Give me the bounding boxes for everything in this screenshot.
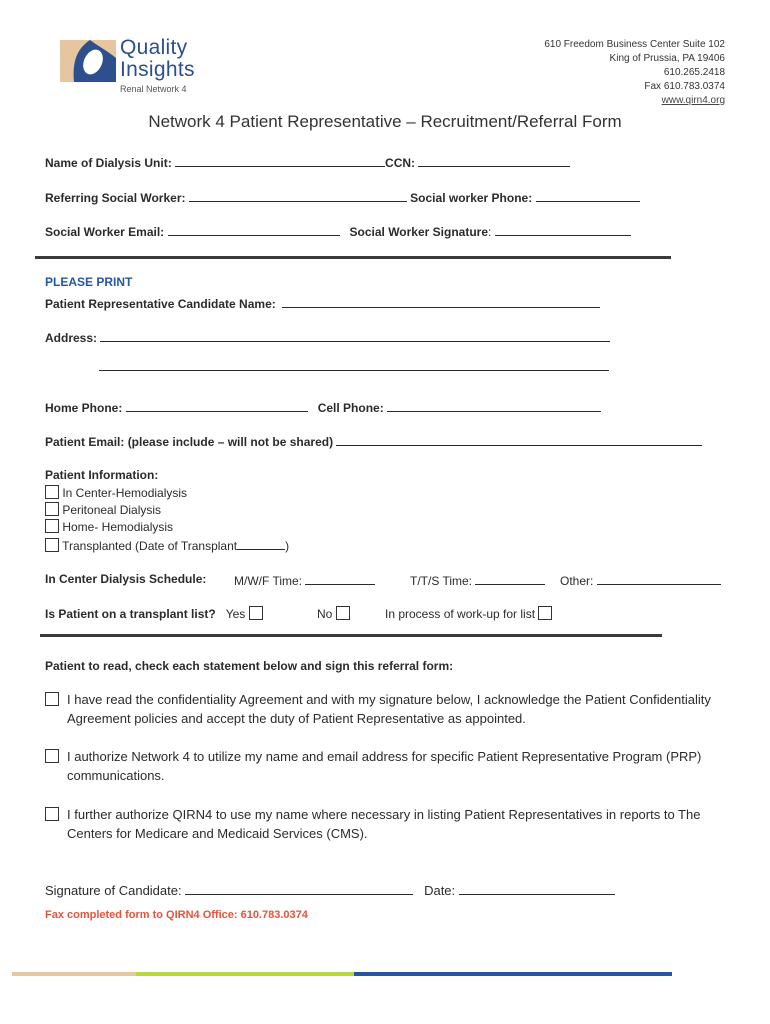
candidate-name-row <box>45 295 600 311</box>
signature-row <box>45 882 615 898</box>
address-line-1: 610 Freedom Business Center Suite 102 <box>544 39 725 50</box>
sw-email-field[interactable] <box>168 223 340 236</box>
address-row-2 <box>99 358 609 376</box>
ccn-label: CCN: <box>385 156 416 170</box>
tts-label: T/T/S Time: <box>410 574 473 588</box>
brand-line-2: Insights <box>120 58 195 81</box>
brand-line-1: Quality <box>120 36 188 59</box>
patient-email-field[interactable] <box>336 433 702 446</box>
social-worker-row <box>45 189 640 205</box>
statement-3 <box>45 805 725 843</box>
statement-2 <box>45 747 725 785</box>
home-phone-field[interactable] <box>126 399 308 412</box>
yes-checkbox[interactable] <box>249 606 263 620</box>
sw-phone-label: Social worker Phone: <box>410 191 533 205</box>
no-checkbox[interactable] <box>336 606 350 620</box>
statement-3-checkbox[interactable] <box>45 807 59 821</box>
mwf-row <box>234 572 375 588</box>
workup-option <box>385 606 552 621</box>
patient-email-label: Patient Email: (please include – will not be shared) <box>45 435 334 449</box>
option-label: Home- Hemodialysis <box>62 520 174 534</box>
sw-email-row <box>45 223 631 239</box>
page-title: Network 4 Patient Representative – Recruitment/Referral Form <box>148 112 622 131</box>
date-field[interactable] <box>459 882 615 895</box>
option-peritoneal <box>45 502 161 517</box>
statement-1-checkbox[interactable] <box>45 692 59 706</box>
address-label: Address: <box>45 331 98 345</box>
option-label: In Center-Hemodialysis <box>62 486 188 500</box>
dialysis-unit-label: Name of Dialysis Unit: <box>45 156 172 170</box>
signature-label: Signature of Candidate: <box>45 883 182 898</box>
cell-phone-label: Cell Phone: <box>317 401 384 415</box>
candidate-name-label: Patient Representative Candidate Name: <box>45 297 276 311</box>
section-divider <box>35 256 671 259</box>
address-field-line-2[interactable] <box>99 358 609 371</box>
home-phone-label: Home Phone: <box>45 401 123 415</box>
statement-1 <box>45 690 725 728</box>
no-label: No <box>317 607 333 621</box>
fax-note: Fax completed form to QIRN4 Office: 610.783.0374 <box>45 909 308 921</box>
option-label: Peritoneal Dialysis <box>62 503 162 517</box>
footer-bar-blue <box>354 972 672 976</box>
patient-info-heading: Patient Information: <box>45 468 159 482</box>
option-transplanted <box>45 537 289 553</box>
option-home-hemodialysis <box>45 519 173 534</box>
transplant-close: ) <box>285 539 290 553</box>
transplant-list-row <box>45 606 263 621</box>
sw-email-label: Social Worker Email: <box>45 225 165 239</box>
logo-mark <box>60 40 116 82</box>
statement-2-checkbox[interactable] <box>45 749 59 763</box>
address-row <box>45 329 610 345</box>
hemodialysis-checkbox[interactable] <box>45 485 59 499</box>
transplant-date-field[interactable] <box>237 537 285 550</box>
address-line-2: King of Prussia, PA 19406 <box>609 53 725 64</box>
please-print-heading: PLEASE PRINT <box>45 275 133 289</box>
social-worker-field[interactable] <box>189 189 407 202</box>
signature-field[interactable] <box>185 882 413 895</box>
address-web-link[interactable]: www.qirn4.org <box>661 95 725 106</box>
address-block <box>485 38 725 108</box>
transplant-list-label: Is Patient on a transplant list? <box>45 607 216 621</box>
candidate-name-field[interactable] <box>282 295 600 308</box>
transplanted-checkbox[interactable] <box>45 538 59 552</box>
mwf-label: M/W/F Time: <box>234 574 302 588</box>
quality-insights-logo-icon <box>60 40 116 82</box>
brand-line-3: Renal Network 4 <box>120 84 187 94</box>
dialysis-unit-row <box>45 154 570 170</box>
address-field-line-1[interactable] <box>100 329 610 342</box>
sw-signature-field[interactable] <box>495 223 631 236</box>
peritoneal-checkbox[interactable] <box>45 502 59 516</box>
cell-phone-field[interactable] <box>387 399 601 412</box>
date-label: Date: <box>424 883 456 898</box>
other-row <box>560 572 721 588</box>
home-hemodialysis-checkbox[interactable] <box>45 519 59 533</box>
footer-bar-green <box>136 972 354 976</box>
workup-checkbox[interactable] <box>538 606 552 620</box>
statement-2-text: I authorize Network 4 to utilize my name and email address for specific Patient Representative Program (PRP) communications. <box>67 749 702 783</box>
option-hemodialysis <box>45 485 187 500</box>
sw-signature-colon: : <box>488 225 492 239</box>
other-label: Other: <box>560 574 594 588</box>
dialysis-unit-field[interactable] <box>175 154 385 167</box>
sw-phone-field[interactable] <box>536 189 640 202</box>
statements-instruction: Patient to read, check each statement below and sign this referral form: <box>45 659 454 673</box>
section-divider <box>40 634 662 637</box>
mwf-time-field[interactable] <box>305 572 375 585</box>
social-worker-label: Referring Social Worker: <box>45 191 186 205</box>
statement-1-text: I have read the confidentiality Agreement and with my signature below, I acknowledge the Patient Confidentiality Agreement policies and accept the duty of Patient Representative as appointed. <box>67 692 711 726</box>
other-time-field[interactable] <box>597 572 721 585</box>
ccn-field[interactable] <box>418 154 570 167</box>
option-label: Transplanted (Date of Transplant <box>62 539 238 553</box>
address-phone: 610.265.2418 <box>663 67 725 78</box>
phone-row <box>45 399 601 415</box>
no-option <box>317 606 350 621</box>
yes-label: Yes <box>225 607 246 621</box>
schedule-label: In Center Dialysis Schedule: <box>45 572 207 586</box>
footer-bar-tan <box>12 972 136 976</box>
tts-time-field[interactable] <box>475 572 545 585</box>
statement-3-text: I further authorize QIRN4 to use my name where necessary in listing Patient Representatives in reports to The Centers for Medicare and Medicaid Services (CMS). <box>67 807 701 841</box>
workup-label: In process of work-up for list <box>385 607 536 621</box>
tts-row <box>410 572 545 588</box>
sw-signature-label: Social Worker Signature <box>349 225 489 239</box>
address-fax: Fax 610.783.0374 <box>644 81 725 92</box>
patient-email-row <box>45 433 702 449</box>
